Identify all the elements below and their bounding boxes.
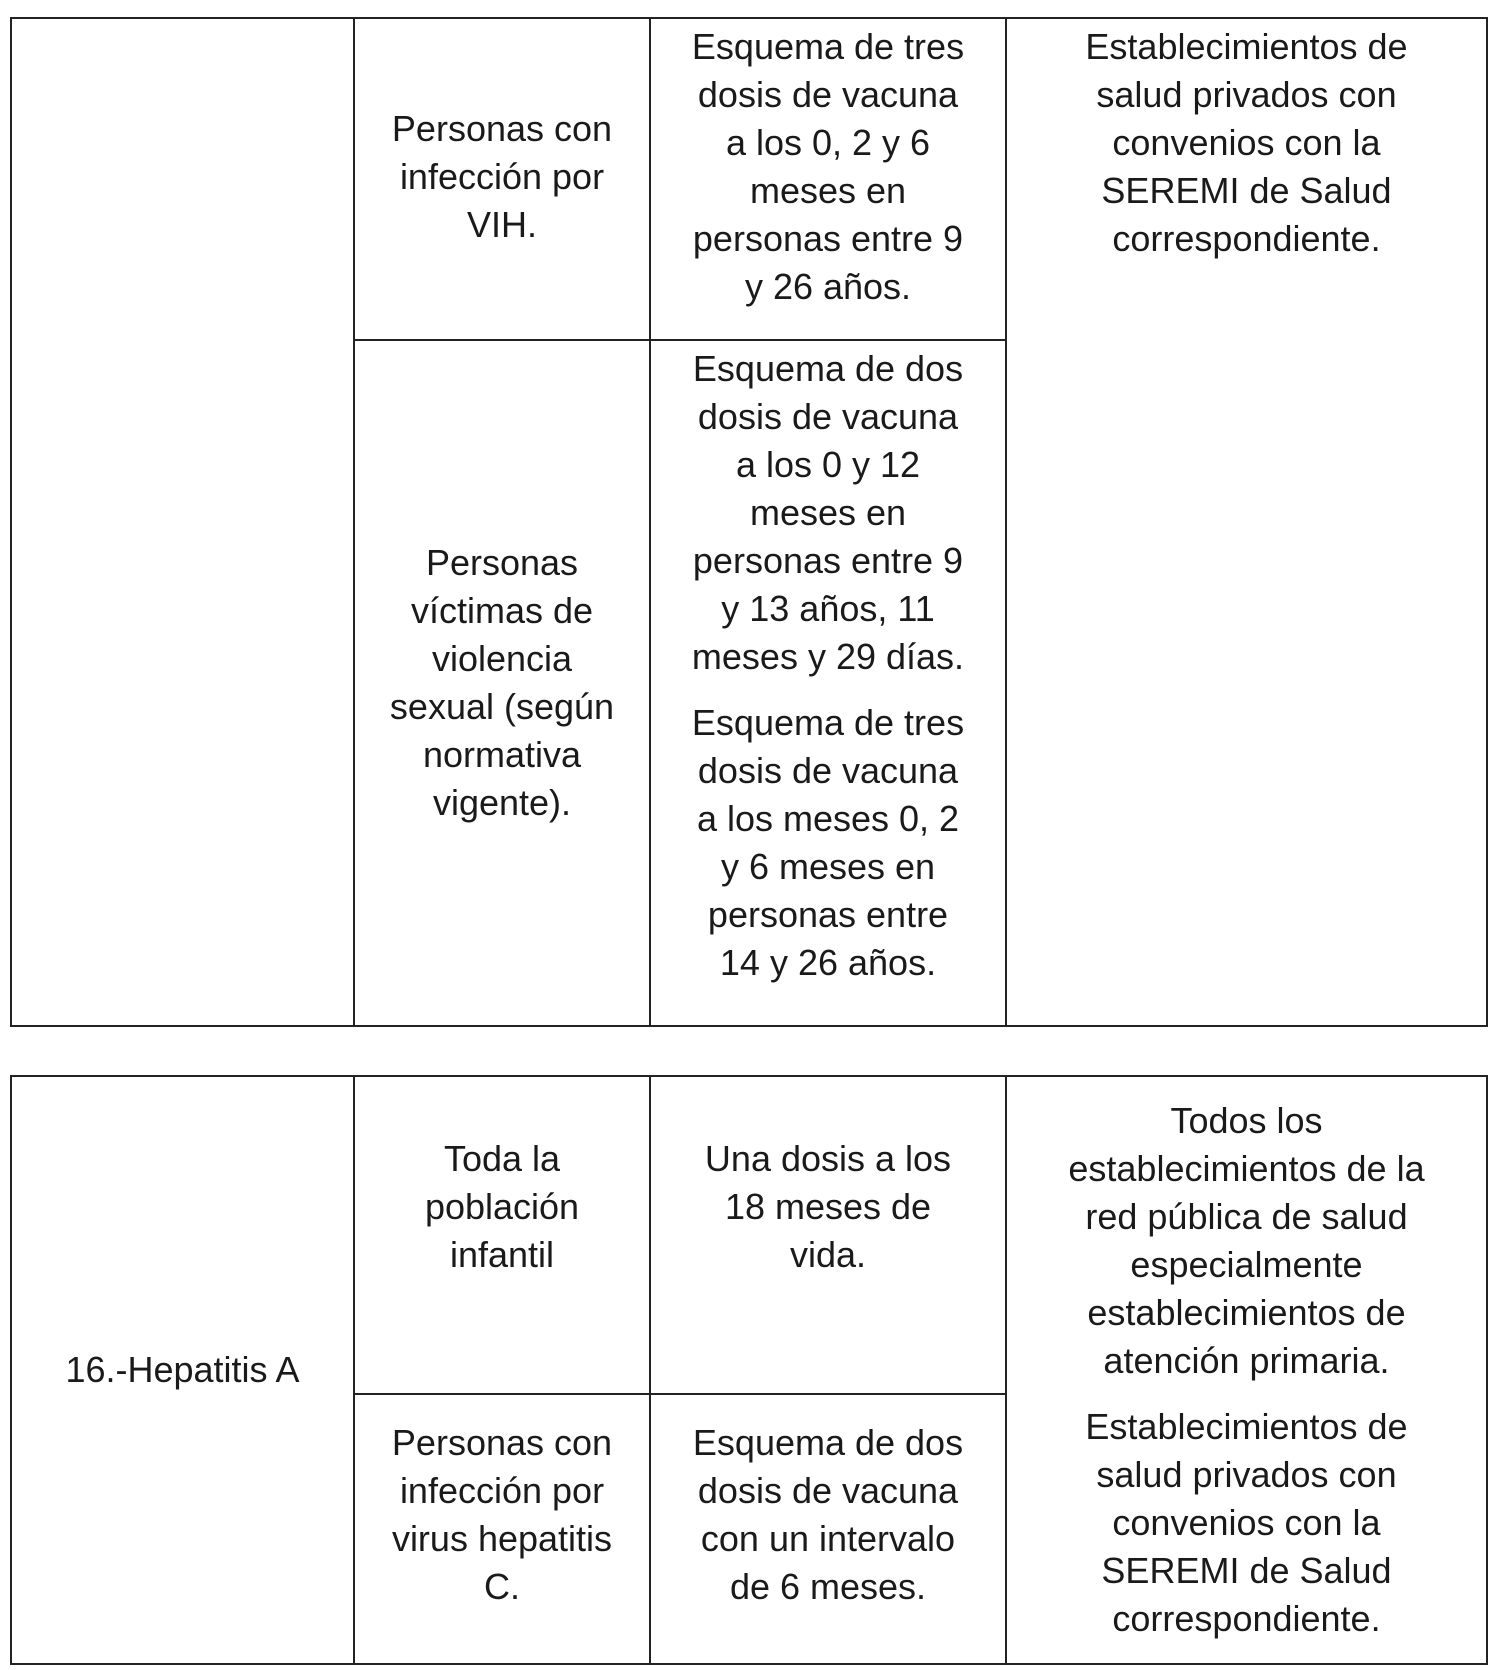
text-line: meses en: [749, 492, 907, 533]
text-line: dosis de vacuna: [697, 1470, 959, 1511]
text-line: a los meses 0, 2: [696, 798, 960, 839]
text-line: Personas con: [391, 108, 613, 149]
establishments-cell-hepatitis: [1006, 1076, 1487, 1664]
text-line: VIH.: [466, 204, 537, 245]
vaccine-name-cell-empty: [11, 18, 354, 1026]
text-line: dosis de vacuna: [697, 750, 959, 791]
text-line: correspondiente.: [1112, 218, 1381, 259]
text-line: dosis de vacuna: [697, 396, 959, 437]
text-line: meses y 29 días.: [691, 636, 965, 677]
text-line: establecimientos de la: [1068, 1148, 1425, 1189]
text-line: y 13 años, 11: [721, 588, 935, 629]
text-line: correspondiente.: [1112, 1598, 1381, 1639]
text-line: violencia: [431, 638, 573, 679]
text-line: SEREMI de Salud: [1101, 170, 1392, 211]
text-line: sexual (según: [389, 686, 615, 727]
text-line: infantil: [449, 1234, 555, 1275]
text-line: a los 0 y 12: [735, 444, 921, 485]
text-line: especialmente: [1130, 1244, 1363, 1285]
text-line: y 26 años.: [744, 266, 912, 307]
text-line: red pública de salud: [1085, 1196, 1408, 1237]
population-cell-sexual-violence: [354, 340, 650, 1026]
text-line: y 6 meses en: [720, 846, 936, 887]
text-line: infección por: [399, 1470, 605, 1511]
scheme-cell-hepatitis-c: [650, 1394, 1006, 1664]
scheme-cell-sexual-violence: [650, 340, 1006, 1026]
text-line: Esquema de dos: [692, 1422, 964, 1463]
population-cell-vih: [354, 18, 650, 340]
text-line: Esquema de dos: [692, 348, 964, 389]
text-line: convenios con la: [1112, 1502, 1381, 1543]
text-line: C.: [484, 1566, 520, 1607]
text-line: Personas con: [391, 1422, 613, 1463]
vaccination-table-continued: [10, 17, 1488, 1027]
establishments-private: [1017, 1403, 1476, 1643]
text-line: convenios con la: [1112, 122, 1381, 163]
vaccine-name: 16.-Hepatitis A: [65, 1349, 300, 1390]
text-line: Esquema de tres: [691, 702, 965, 743]
text-line: establecimientos de: [1087, 1292, 1406, 1333]
text-line: dosis de vacuna: [697, 74, 959, 115]
text-line: personas entre 9: [692, 540, 964, 581]
text-line: Una dosis a los: [704, 1138, 952, 1179]
text-line: SEREMI de Salud: [1101, 1550, 1392, 1591]
vaccine-name-cell: [11, 1076, 354, 1664]
text-line: vida.: [789, 1234, 867, 1275]
hepatitis-a-table: [10, 1075, 1488, 1665]
text-line: infección por: [399, 156, 605, 197]
scheme-cell-children: [650, 1076, 1006, 1394]
establishments-cell-private: [1006, 18, 1487, 1026]
text-line: salud privados con: [1096, 74, 1397, 115]
text-line: con un intervalo: [700, 1518, 956, 1559]
text-line: Toda la: [443, 1138, 561, 1179]
text-line: personas entre 9: [692, 218, 964, 259]
text-line: personas entre: [707, 894, 949, 935]
text-line: meses en: [749, 170, 907, 211]
text-line: virus hepatitis: [391, 1518, 613, 1559]
text-line: Establecimientos de: [1085, 1406, 1408, 1447]
scheme-three-doses: [661, 699, 995, 987]
text-line: de 6 meses.: [729, 1566, 927, 1607]
text-line: víctimas de: [410, 590, 594, 631]
text-line: vigente).: [432, 782, 572, 823]
text-line: normativa: [422, 734, 582, 775]
text-line: Todos los: [1170, 1100, 1323, 1141]
text-line: Esquema de tres: [691, 26, 965, 67]
text-line: a los 0, 2 y 6: [725, 122, 931, 163]
scheme-two-doses: [661, 345, 995, 681]
text-line: salud privados con: [1096, 1454, 1397, 1495]
population-cell-hepatitis-c: [354, 1394, 650, 1664]
scheme-cell-vih: [650, 18, 1006, 340]
text-line: atención primaria.: [1103, 1340, 1390, 1381]
text-line: Personas: [425, 542, 579, 583]
text-line: población: [424, 1186, 580, 1227]
establishments-public: [1017, 1097, 1476, 1385]
text-line: 14 y 26 años.: [719, 942, 937, 983]
text-line: Establecimientos de: [1085, 26, 1408, 67]
text-line: 18 meses de: [724, 1186, 932, 1227]
population-cell-children: [354, 1076, 650, 1394]
